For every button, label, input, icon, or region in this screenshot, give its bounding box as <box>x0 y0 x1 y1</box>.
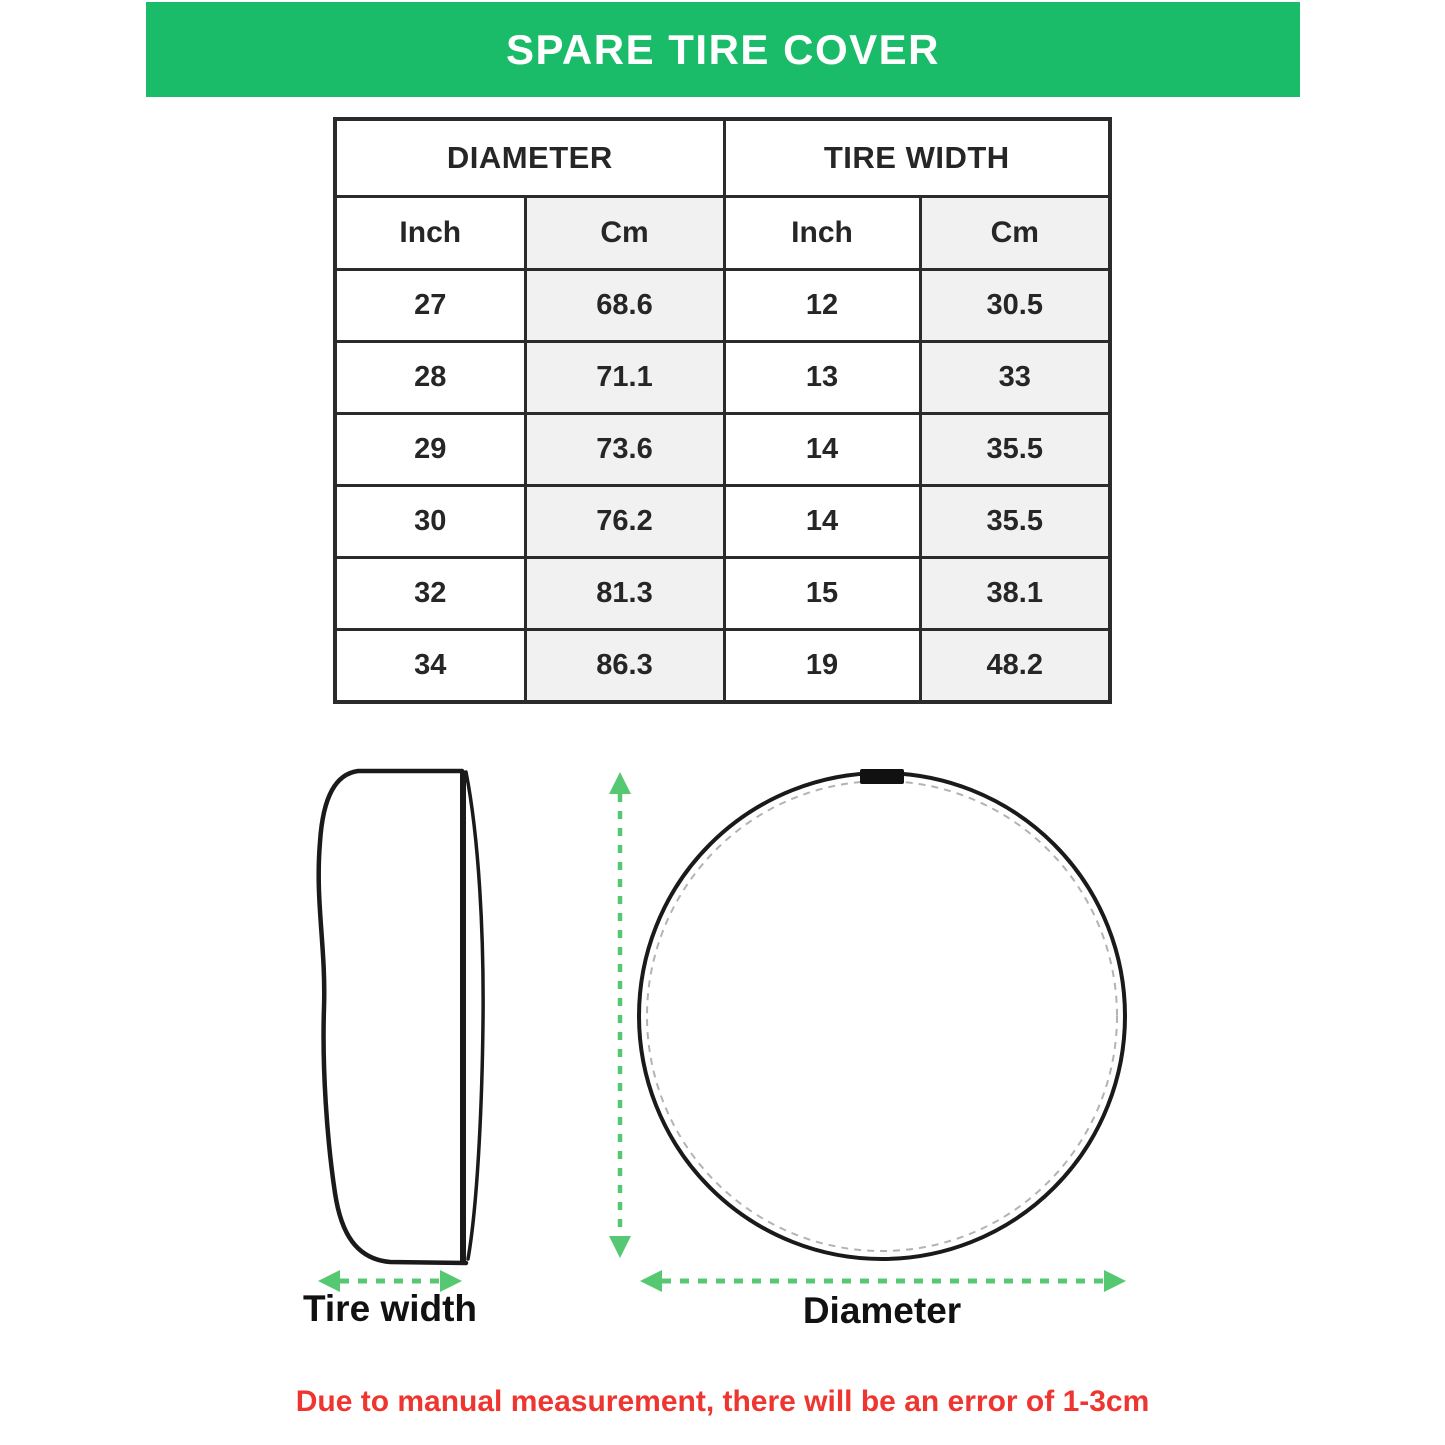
size-cell: 35.5 <box>920 414 1110 486</box>
width-cm-header: Cm <box>920 197 1110 270</box>
size-cell: 14 <box>724 414 920 486</box>
size-cell: 27 <box>335 270 525 342</box>
page-title: SPARE TIRE COVER <box>506 25 940 73</box>
size-cell: 12 <box>724 270 920 342</box>
size-cell: 13 <box>724 342 920 414</box>
tire-front-view-drawing <box>639 769 1125 1259</box>
vertical-diameter-arrow <box>609 772 631 1258</box>
size-cell: 19 <box>724 630 920 703</box>
size-cell: 32 <box>335 558 525 630</box>
diameter-inch-header: Inch <box>335 197 525 270</box>
size-cell: 14 <box>724 486 920 558</box>
tire-side-view-drawing <box>319 771 483 1263</box>
measurement-error-note: Due to manual measurement, there will be an error of 1-3cm <box>295 1385 1150 1418</box>
size-cell: 30 <box>335 486 525 558</box>
size-cell: 15 <box>724 558 920 630</box>
size-cell: 35.5 <box>920 486 1110 558</box>
size-cell: 28 <box>335 342 525 414</box>
size-cell: 29 <box>335 414 525 486</box>
diameter-arrow <box>640 1270 1126 1292</box>
width-inch-header: Inch <box>724 197 920 270</box>
size-cell: 34 <box>335 630 525 703</box>
diameter-label: Diameter <box>802 1290 962 1331</box>
size-cell: 71.1 <box>525 342 724 414</box>
cover-outline-circle <box>639 773 1125 1259</box>
size-cell: 68.6 <box>525 270 724 342</box>
size-cell: 76.2 <box>525 486 724 558</box>
tire-width-group-header: TIRE WIDTH <box>724 119 1110 197</box>
size-cell: 73.6 <box>525 414 724 486</box>
valve-notch <box>860 769 904 784</box>
size-cell: 48.2 <box>920 630 1110 703</box>
size-cell: 38.1 <box>920 558 1110 630</box>
size-cell: 33 <box>920 342 1110 414</box>
size-cell: 81.3 <box>525 558 724 630</box>
tire-width-label: Tire width <box>302 1288 478 1329</box>
diameter-group-header: DIAMETER <box>335 119 724 197</box>
size-cell: 30.5 <box>920 270 1110 342</box>
diameter-cm-header: Cm <box>525 197 724 270</box>
size-cell: 86.3 <box>525 630 724 703</box>
